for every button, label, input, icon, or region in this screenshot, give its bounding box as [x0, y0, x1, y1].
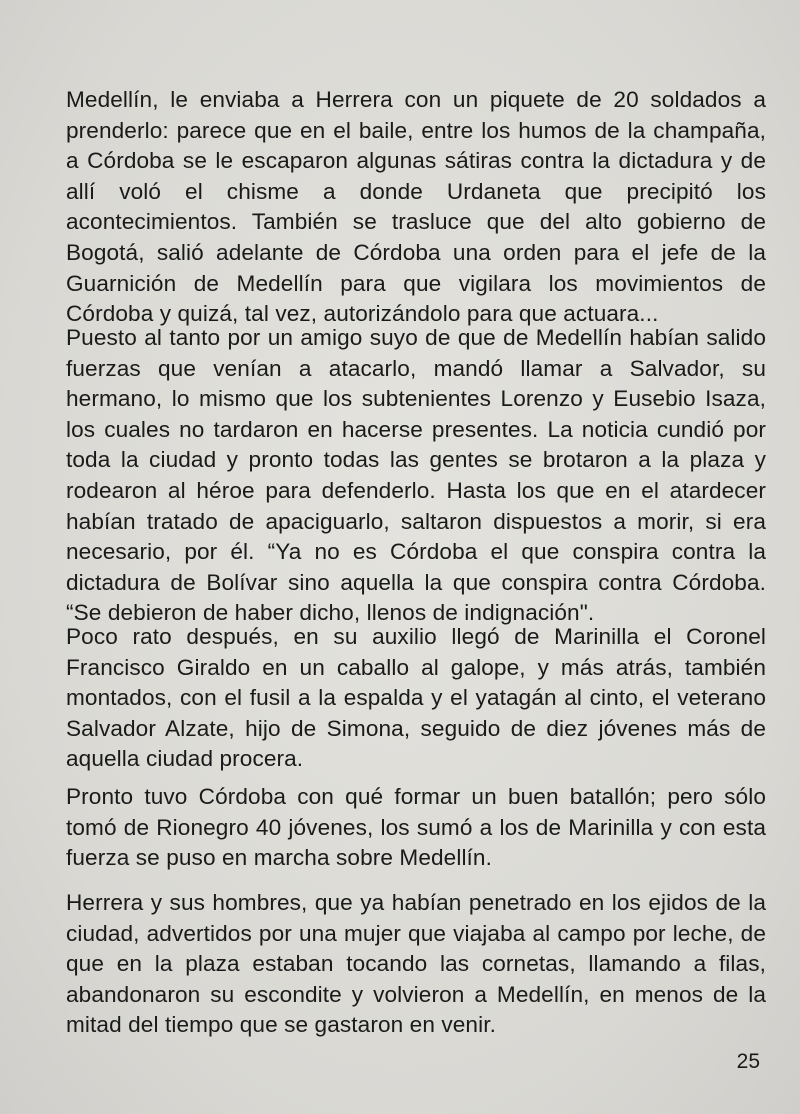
- page-number: 25: [736, 1050, 760, 1073]
- paragraph-2: Puesto al tanto por un amigo suyo de que de Medellín habían salido fuerzas que venían a atacarlo, mandó llamar a Salvador, su hermano, lo mismo que los subtenientes Lorenzo y Eusebio Isaza, los cuales no tardaron en hacerse presentes. La noticia cundió por toda la ciudad y pronto todas las gentes se brotaron a la plaza y rodearon al héroe para defenderlo. Hasta los que en el atardecer habían tratado de apaciguarlo, saltaron dispuestos a morir, si era necesario, por él. “Ya no es Córdoba el que conspira contra la dictadura de Bolívar sino aquella la que conspira contra Córdoba. “Se debieron de haber dicho, llenos de indignación".: [66, 325, 766, 626]
- paragraph-5: Herrera y sus hombres, que ya habían penetrado en los ejidos de la ciudad, advertidos por una mujer que viajaba al campo por leche, de que en la plaza estaban tocando las cornetas, llamando a filas, abandonaron su escondite y volvieron a Medellín, en menos de la mitad del tiempo que se gastaron en venir.: [66, 890, 766, 1038]
- paragraph-4: Pronto tuvo Córdoba con qué formar un buen batallón; pero sólo tomó de Rionegro 40 jóvenes, los sumó a los de Marinilla y con esta fuerza se puso en marcha sobre Medellín.: [66, 784, 766, 871]
- paragraph-3: Poco rato después, en su auxilio llegó de Marinilla el Coronel Francisco Giraldo en un caballo al galope, y más atrás, también montados, con el fusil a la espalda y el yatagán al cinto, el veterano Salvador Alzate, hijo de Simona, seguido de diez jóvenes más de aquella ciudad procera.: [66, 624, 766, 772]
- paragraph-1: Medellín, le enviaba a Herrera con un piquete de 20 soldados a prenderlo: parece que en el baile, entre los humos de la champaña, a Córdoba se le escaparon algunas sátiras contra la dictadura y de allí voló el chisme a donde Urdaneta que precipitó los acontecimientos. También se trasluce que del alto gobierno de Bogotá, salió adelante de Córdoba una orden para el jefe de la Guarnición de Medellín para que vigilara los movimientos de Córdoba y quizá, tal vez, autorizándolo para que actuara...: [66, 87, 766, 327]
